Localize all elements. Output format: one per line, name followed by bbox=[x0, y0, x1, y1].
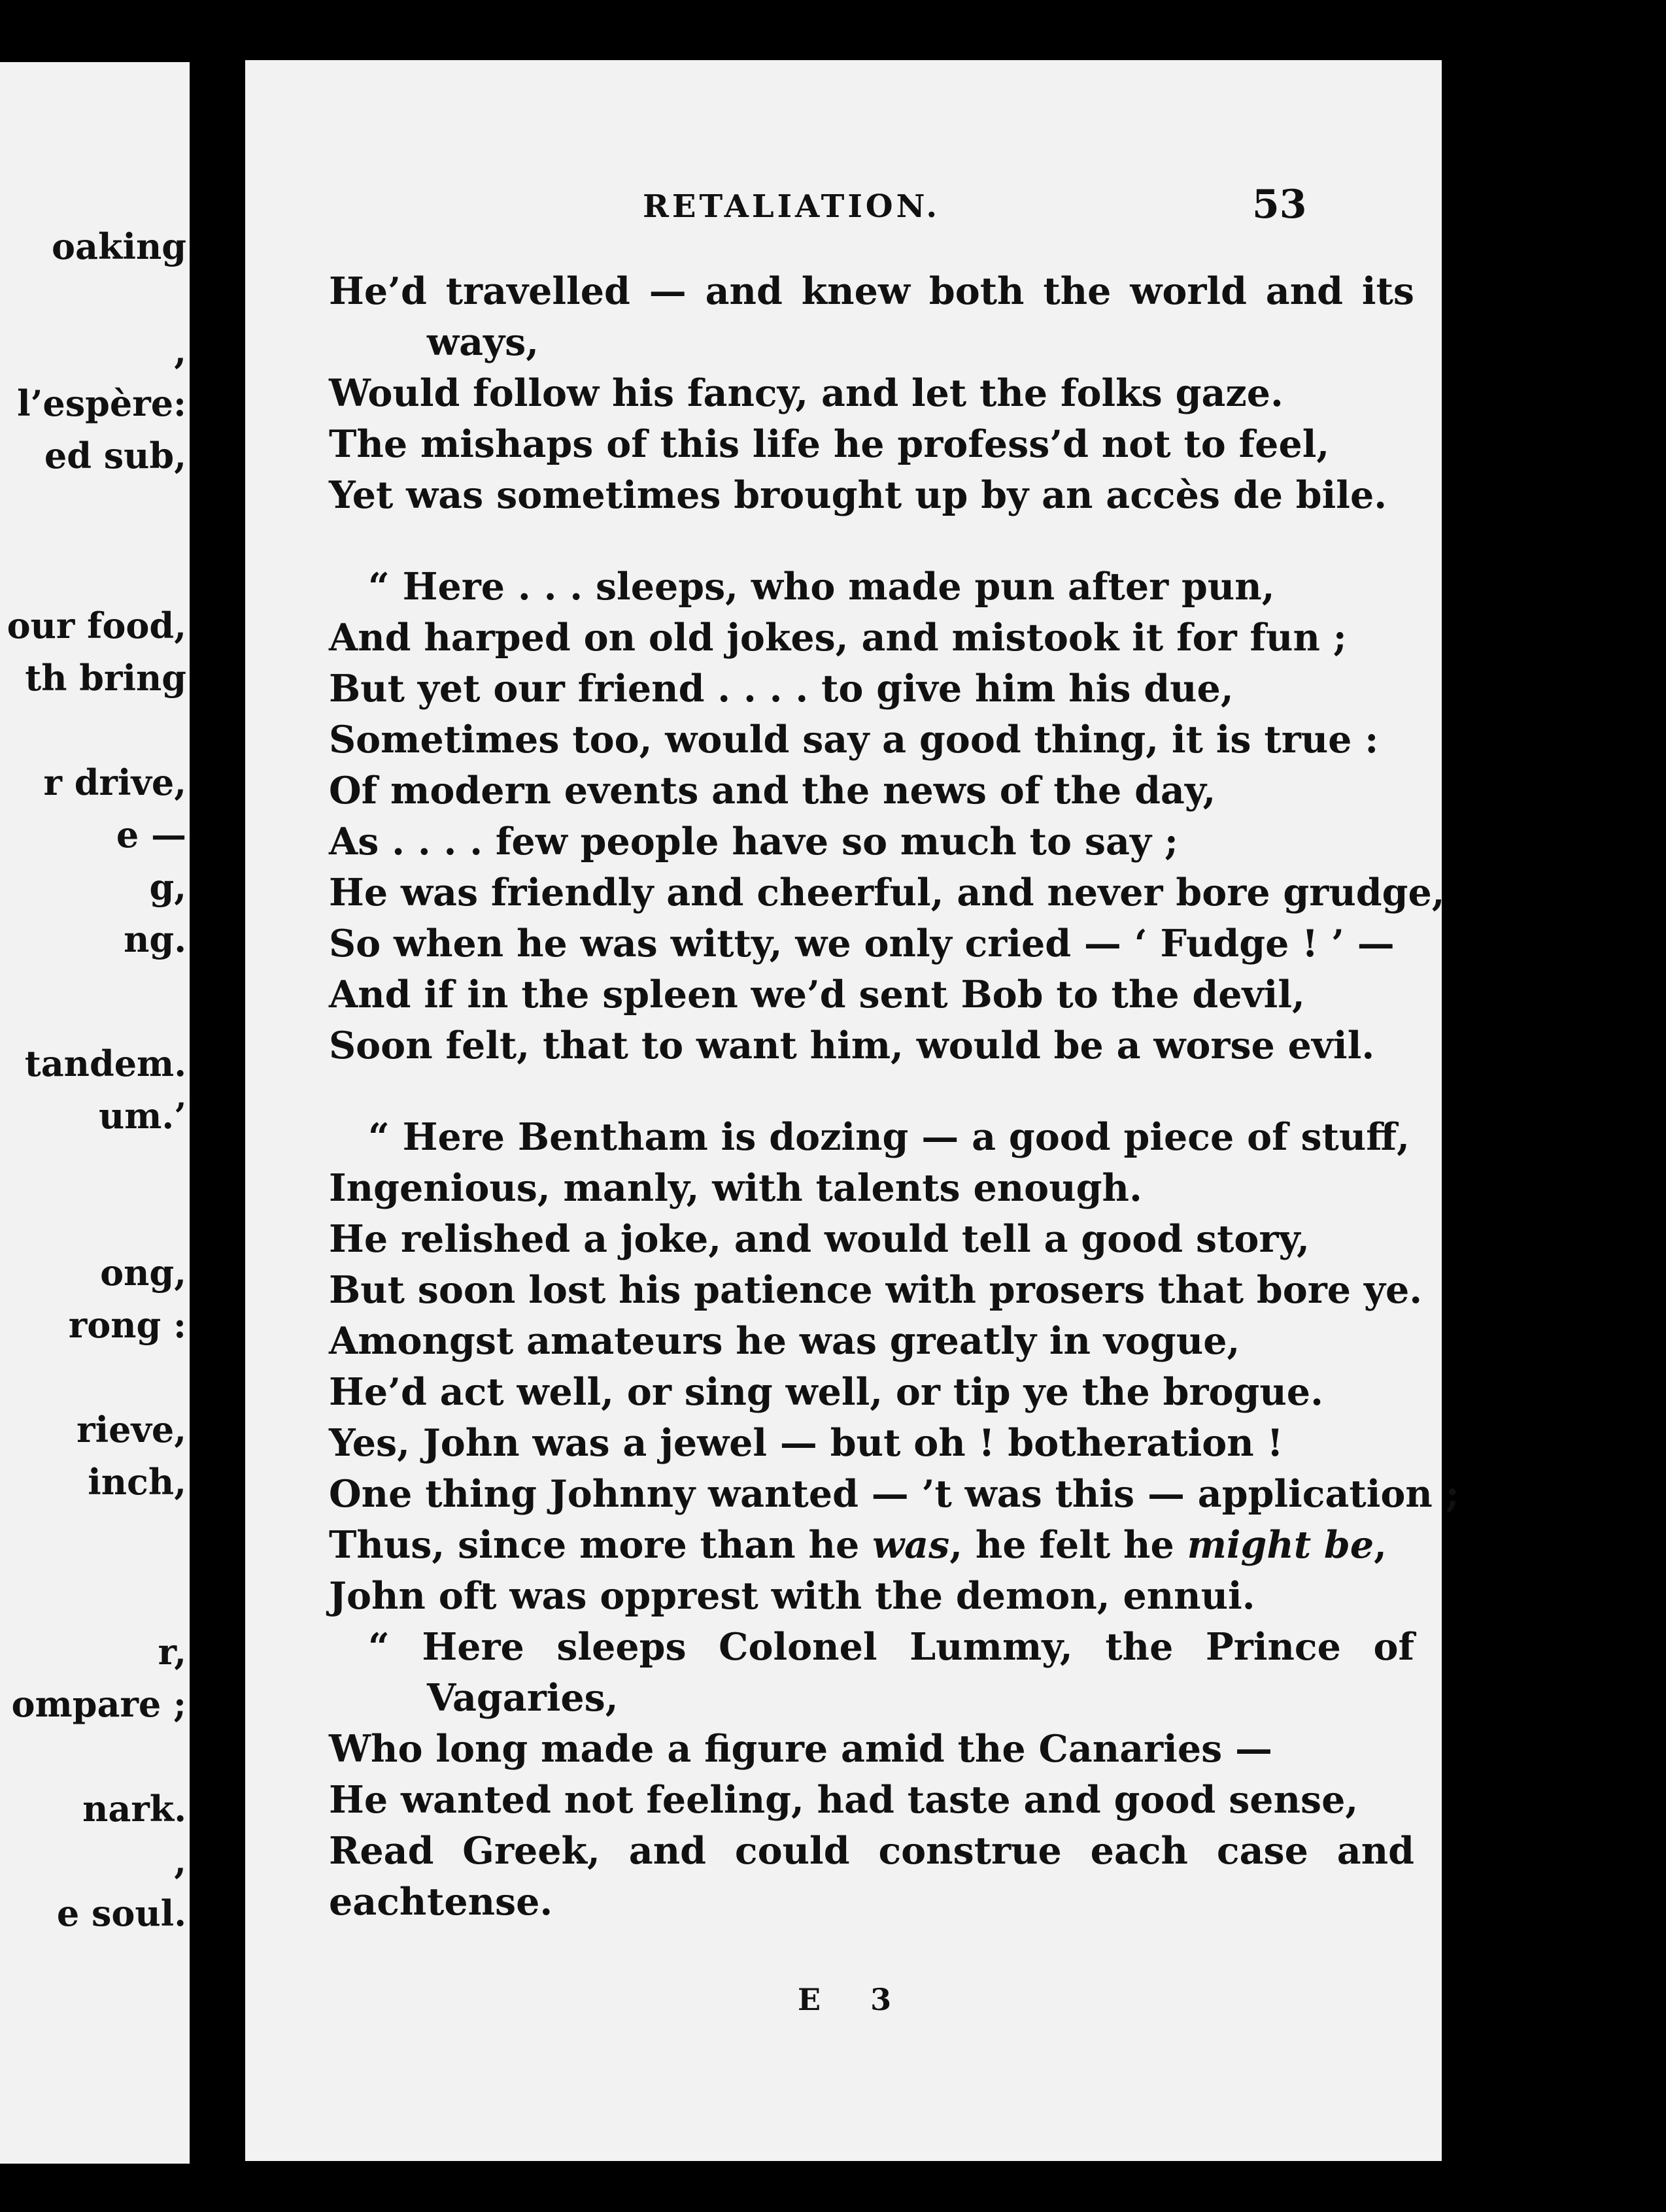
poem-line: One thing Johnny wanted — ’t was this — application ; bbox=[329, 1472, 1459, 1516]
left-page-text-fragment: ed sub, bbox=[44, 435, 186, 477]
page-header bbox=[245, 182, 1442, 247]
page-number: 53 bbox=[1252, 182, 1307, 227]
poem-line: He’d act well, or sing well, or tip ye the brogue. bbox=[329, 1370, 1323, 1414]
stanza bbox=[329, 561, 1445, 1071]
left-page-text-fragment: r drive, bbox=[43, 762, 186, 803]
poem-line: Ingenious, manly, with talents enough. bbox=[329, 1166, 1142, 1210]
poem-line: Amongst amateurs he was greatly in vogue, bbox=[329, 1319, 1240, 1363]
poem-line: He relished a joke, and would tell a good story, bbox=[329, 1217, 1310, 1261]
running-title: RETALIATION. bbox=[643, 188, 941, 225]
stanza bbox=[329, 1622, 1414, 1928]
left-page-text-fragment: rieve, bbox=[76, 1409, 186, 1450]
poem-line: The mishaps of this life he profess’d not to feel, bbox=[329, 422, 1330, 466]
stanza bbox=[329, 266, 1414, 521]
poem-line: Who long made a figure amid the Canaries — bbox=[329, 1727, 1273, 1771]
signature-mark: E 3 bbox=[798, 1982, 911, 2017]
poem-line: Yet was sometimes brought up by an accès de bile. bbox=[329, 473, 1387, 517]
poem-line: So when he was witty, we only cried — ‘ Fudge ! ’ — bbox=[329, 922, 1395, 965]
left-page-fragment bbox=[0, 62, 190, 2164]
poem-line: Would follow his fancy, and let the folks gaze. bbox=[329, 371, 1284, 415]
left-page-text-fragment: ng. bbox=[124, 918, 186, 960]
poem-line: Sometimes too, would say a good thing, it is true : bbox=[329, 718, 1379, 762]
poem-line: Soon felt, that to want him, would be a worse evil. bbox=[329, 1024, 1375, 1067]
left-page-text-fragment: e soul. bbox=[56, 1892, 186, 1934]
book-page bbox=[245, 60, 1459, 2161]
poem-line: He was friendly and cheerful, and never bore grudge, bbox=[329, 871, 1445, 914]
poem-line: Yes, John was a jewel — but oh ! botheration ! bbox=[329, 1421, 1284, 1465]
poem-line: But yet our friend . . . . to give him his due, bbox=[329, 667, 1234, 711]
left-page-text-fragment: , bbox=[174, 330, 186, 372]
poem-line: Read Greek, and could construe each case and each bbox=[329, 1829, 1414, 1924]
poem-line: He wanted not feeling, had taste and good sense, bbox=[329, 1778, 1359, 1822]
left-page-text-fragment: tandem. bbox=[24, 1043, 186, 1084]
left-page-text-fragment: e — bbox=[116, 814, 186, 856]
poem-line: And if in the spleen we’d sent Bob to the devil, bbox=[329, 973, 1305, 1016]
poem-line: “ Here Bentham is dozing — a good piece of stuff, bbox=[368, 1115, 1410, 1159]
left-page-text-fragment: inch, bbox=[88, 1461, 186, 1503]
poem-line: Thus, since more than he was, he felt he might be, bbox=[329, 1523, 1387, 1567]
poem-line: Vagaries, bbox=[427, 1676, 619, 1720]
left-page-text-fragment: g, bbox=[149, 866, 186, 908]
left-page-text-fragment: oaking bbox=[52, 226, 186, 267]
left-page-text-fragment: , bbox=[174, 1840, 186, 1882]
poem-line: But soon lost his patience with prosers that bore ye. bbox=[329, 1268, 1423, 1312]
left-page-text-fragment: th bring bbox=[25, 657, 186, 699]
left-page-text-fragment: nark. bbox=[82, 1788, 186, 1830]
left-page-text-fragment: r, bbox=[158, 1631, 186, 1673]
poem-line: “ Here sleeps Colonel Lummy, the Prince of bbox=[368, 1625, 1414, 1669]
poem-line: He’d travelled — and knew both the world and its bbox=[329, 269, 1414, 313]
poem-body bbox=[329, 266, 1459, 1928]
left-page-text-fragment: ompare ; bbox=[11, 1683, 186, 1725]
poem-line: “ Here . . . sleeps, who made pun after pun, bbox=[368, 565, 1275, 609]
poem-line: John oft was opprest with the demon, ennui. bbox=[329, 1574, 1255, 1618]
stanza bbox=[329, 1112, 1459, 1622]
poem-line: Of modern events and the news of the day, bbox=[329, 769, 1216, 813]
left-page-text-fragment: um.’ bbox=[99, 1095, 186, 1137]
left-page-text-fragment: ong, bbox=[100, 1252, 186, 1294]
left-page-text-fragment: our food, bbox=[7, 605, 186, 646]
poem-line: As . . . . few people have so much to say ; bbox=[329, 820, 1178, 863]
poem-line: And harped on old jokes, and mistook it for fun ; bbox=[329, 616, 1347, 660]
left-page-text-fragment: rong : bbox=[68, 1304, 186, 1346]
poem-line: tense. bbox=[427, 1880, 553, 1924]
poem-line: ways, bbox=[427, 320, 539, 364]
left-page-text-fragment: l’espère: bbox=[17, 382, 186, 424]
